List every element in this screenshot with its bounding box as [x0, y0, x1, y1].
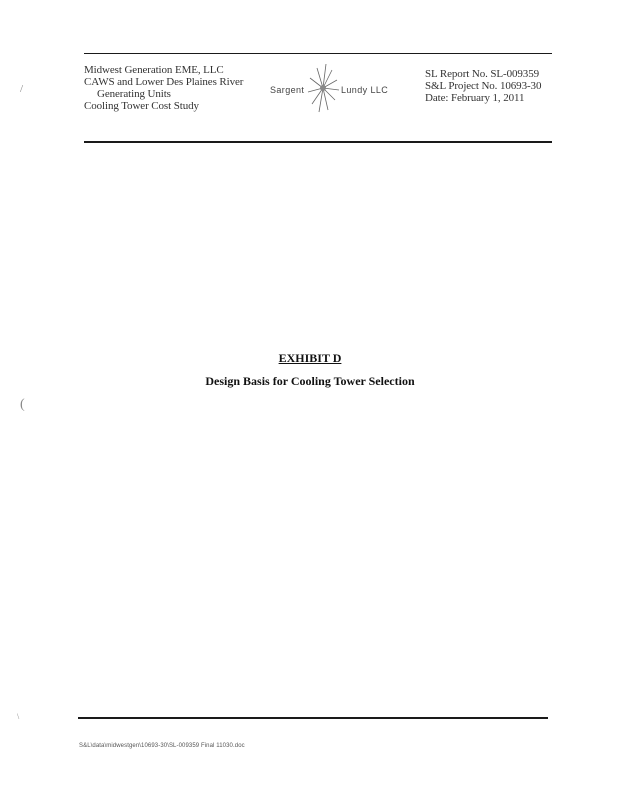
exhibit-heading: [160, 351, 460, 389]
report-date: Date: February 1, 2011: [425, 92, 525, 104]
report-number: SL Report No. SL-009359: [425, 68, 540, 80]
header-bottom-rule: [84, 141, 552, 143]
header-client-line: Midwest Generation EME, LLC: [84, 64, 224, 76]
project-number: S&L Project No. 10693-30: [425, 80, 542, 92]
footer-rule: [78, 717, 548, 719]
margin-scan-mark: /: [20, 83, 24, 95]
margin-scan-mark: (: [20, 397, 25, 412]
header-client-line: Generating Units: [97, 88, 171, 100]
margin-scan-mark: \: [17, 712, 20, 721]
header-top-rule: [84, 53, 552, 54]
logo-suffix: LLC: [370, 85, 389, 95]
exhibit-subtitle: Design Basis for Cooling Tower Selection: [205, 374, 415, 388]
starburst-icon: [306, 62, 340, 114]
header-client-block: [84, 64, 243, 112]
header-report-block: [425, 68, 541, 104]
header-client-line: Cooling Tower Cost Study: [84, 100, 199, 112]
company-logo: [268, 62, 388, 114]
header-client-line: CAWS and Lower Des Plaines River: [84, 76, 244, 88]
footer-file-path: S&L\data\midwestgen\10693-30\SL-009359 Final 11030.doc: [79, 743, 245, 749]
exhibit-title: EXHIBIT D: [278, 351, 342, 365]
logo-word-lundy: Lundy LLC: [341, 85, 389, 95]
logo-word-sargent: Sargent: [270, 85, 305, 95]
